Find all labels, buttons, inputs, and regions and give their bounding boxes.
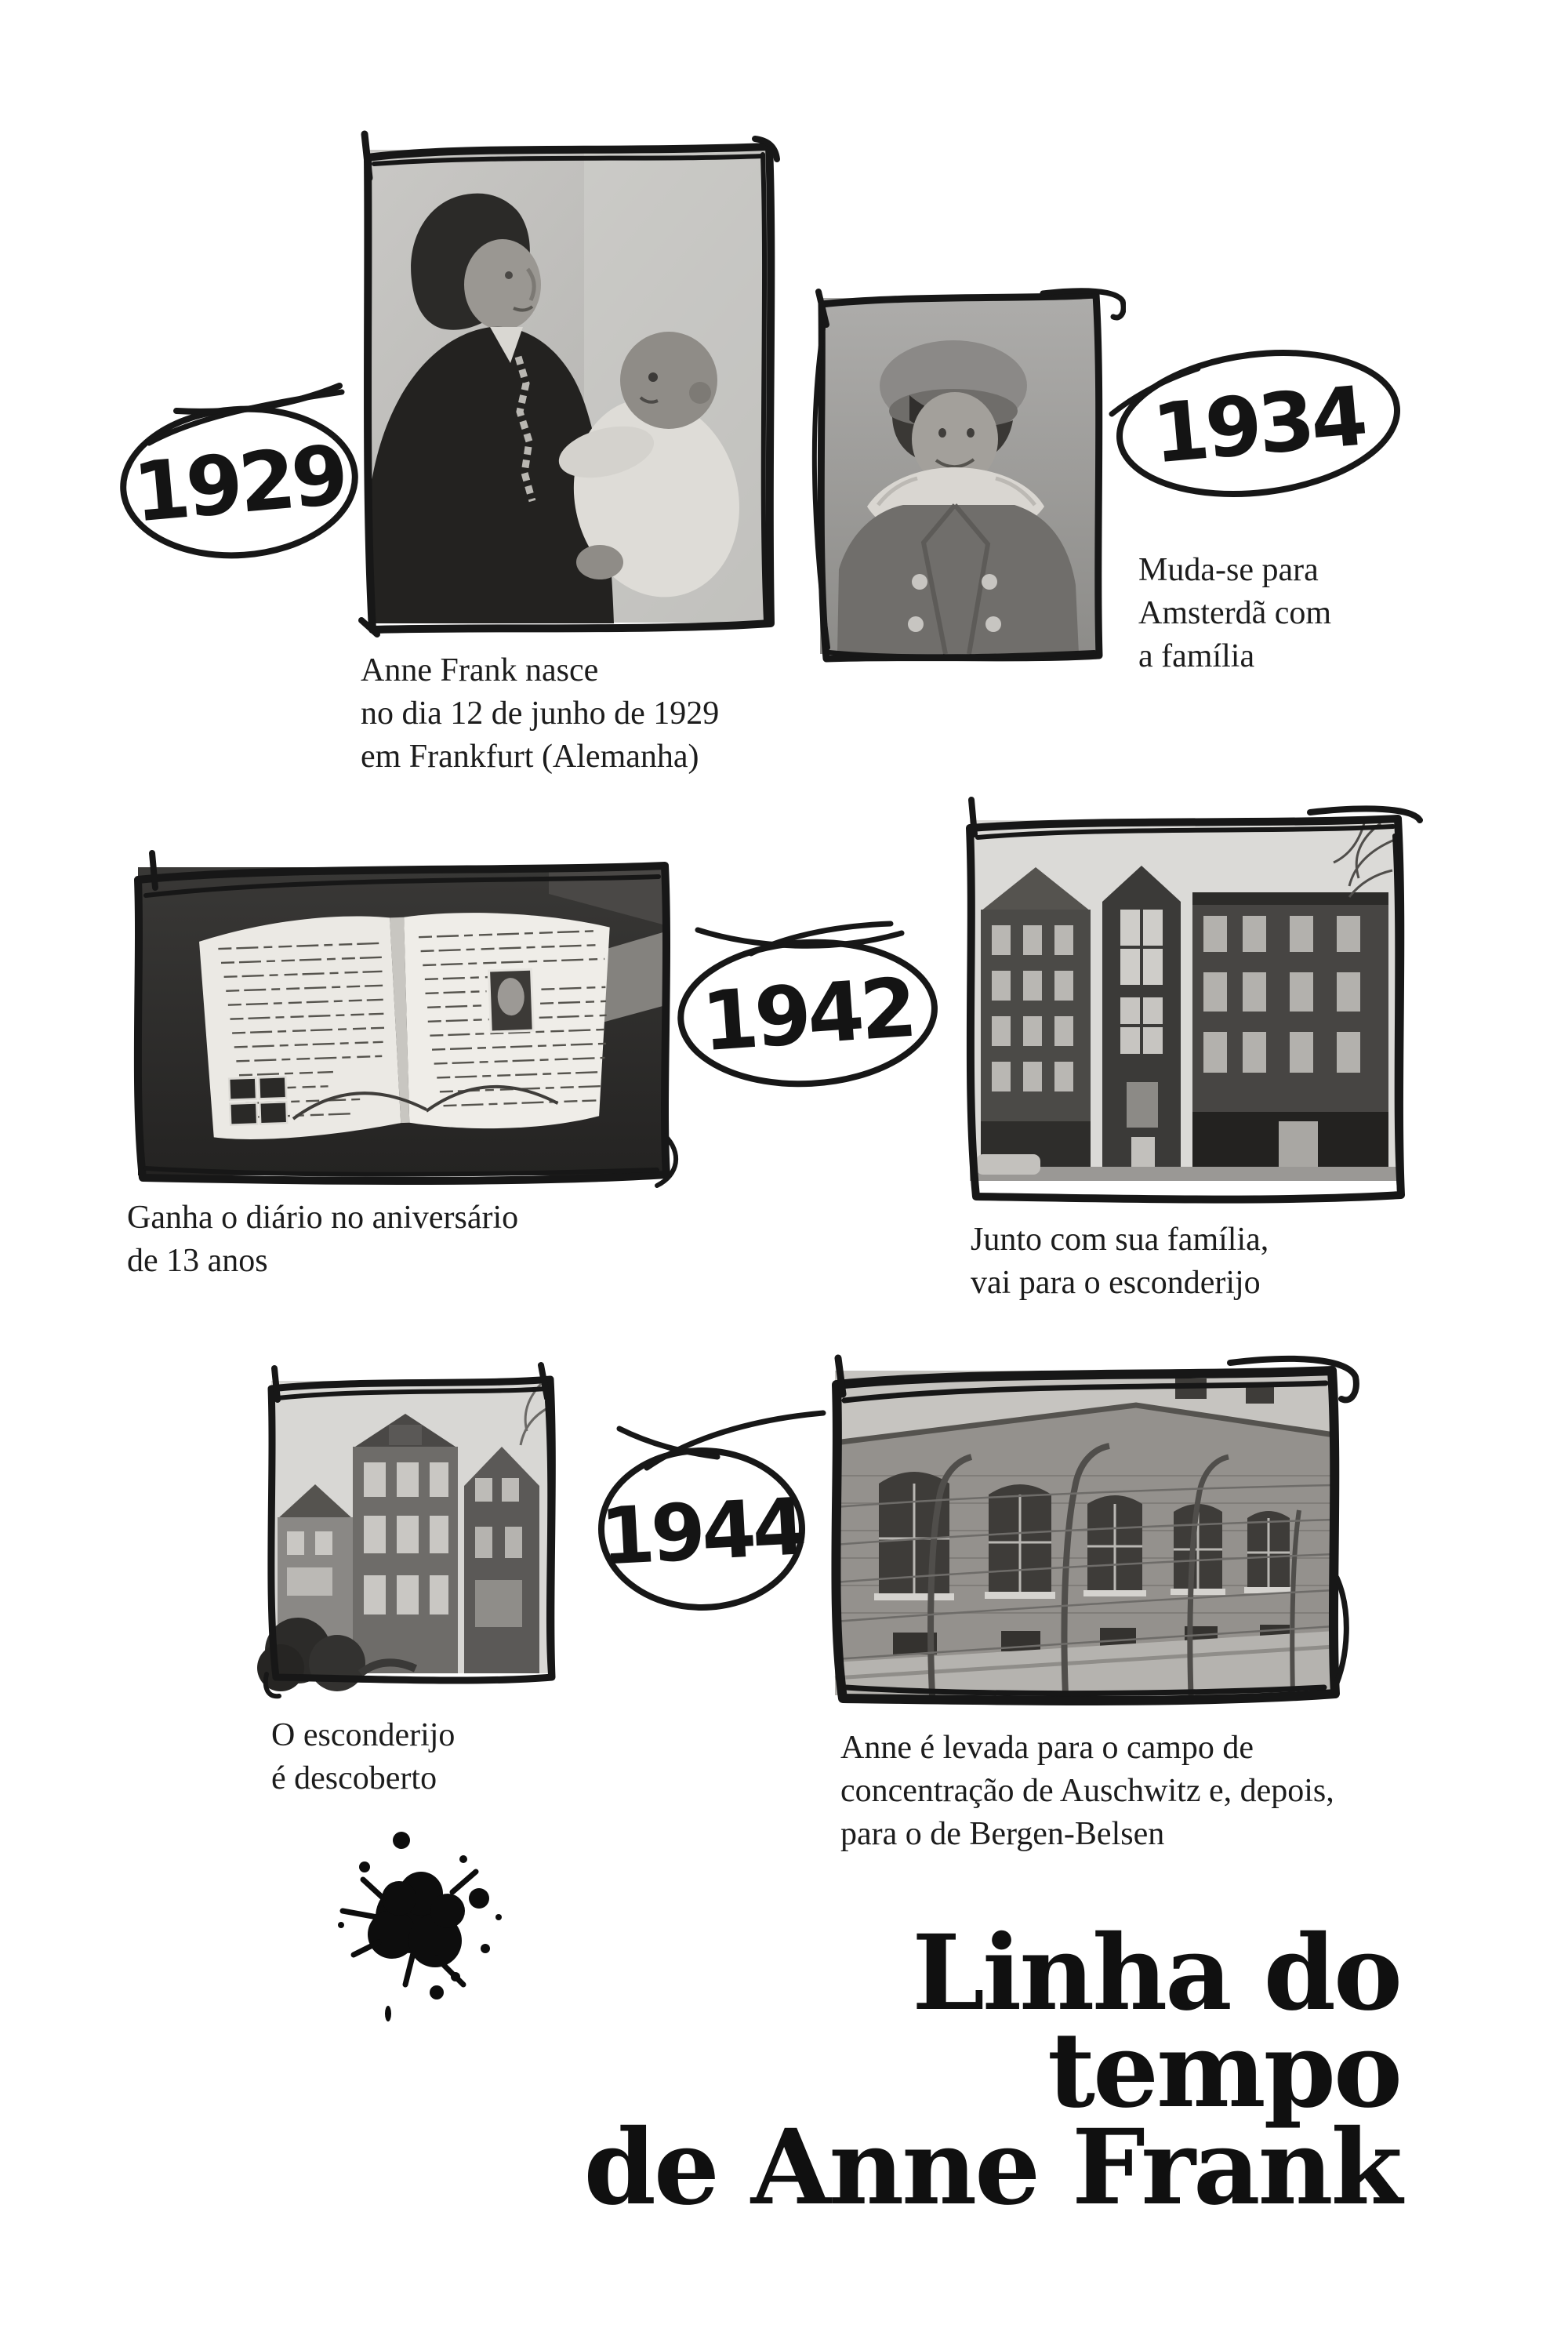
photo-diary-image: [110, 839, 694, 1204]
year-badge-1929: [102, 369, 384, 572]
year-label-1944: 1944: [597, 1480, 805, 1583]
caption-hiding-line2: vai para o esconderijo: [971, 1265, 1261, 1301]
photo-auschwitz-image: [807, 1342, 1363, 1742]
caption-deportation-line3: para o de Bergen-Belsen: [840, 1816, 1165, 1852]
caption-diary-line1: Ganha o diário no aniversário: [127, 1200, 519, 1236]
caption-deportation-line1: Anne é levada para o campo de: [840, 1730, 1254, 1766]
photo-anne-baby-with-mother-image: [341, 122, 796, 651]
caption-move-line1: Muda-se para: [1138, 552, 1319, 588]
caption-hiding-line1: Junto com sua família,: [971, 1222, 1269, 1258]
caption-discovery: [271, 1714, 455, 1800]
photo-diary: [110, 839, 694, 1204]
page-title-line1: Linha do tempo: [912, 1912, 1400, 2131]
caption-move-line2: Amsterdã com: [1138, 595, 1332, 631]
photo-canal-houses-image: [942, 792, 1425, 1220]
page-title-line2: de Anne Frank: [583, 2107, 1400, 2228]
caption-diary-line2: de 13 anos: [127, 1243, 268, 1279]
year-badge-1934: [1098, 329, 1427, 525]
page-title: [538, 1912, 1400, 2228]
year-label-1929: 1929: [129, 427, 349, 541]
photo-auschwitz: [807, 1342, 1363, 1742]
caption-discovery-line1: O esconderijo: [271, 1717, 456, 1753]
caption-deportation-line2: concentração de Auschwitz e, depois,: [840, 1773, 1334, 1809]
caption-birth-line1: Anne Frank nasce: [361, 652, 599, 688]
caption-birth-line2: no dia 12 de junho de 1929: [361, 696, 720, 732]
caption-diary: [127, 1197, 518, 1283]
photo-canal-houses: [942, 792, 1425, 1220]
caption-birth: [361, 649, 719, 779]
caption-hiding: [971, 1219, 1269, 1305]
year-label-1934: 1934: [1149, 368, 1368, 482]
photo-annex-rear: [243, 1353, 578, 1702]
photo-anne-baby-with-mother: [341, 122, 796, 651]
photo-anne-portrait-1934: [792, 270, 1126, 682]
year-badge-1944: [572, 1396, 839, 1623]
caption-move-line3: a família: [1138, 638, 1255, 674]
photo-anne-portrait-1934-image: [792, 270, 1126, 682]
ink-splat-icon: [318, 1823, 514, 2023]
year-label-1942: 1942: [699, 959, 916, 1070]
caption-move: [1138, 549, 1331, 678]
caption-discovery-line2: é descoberto: [271, 1760, 437, 1796]
caption-deportation: [840, 1727, 1334, 1856]
year-badge-1942: [659, 902, 972, 1106]
photo-annex-rear-image: [243, 1353, 578, 1702]
caption-birth-line3: em Frankfurt (Alemanha): [361, 739, 699, 775]
